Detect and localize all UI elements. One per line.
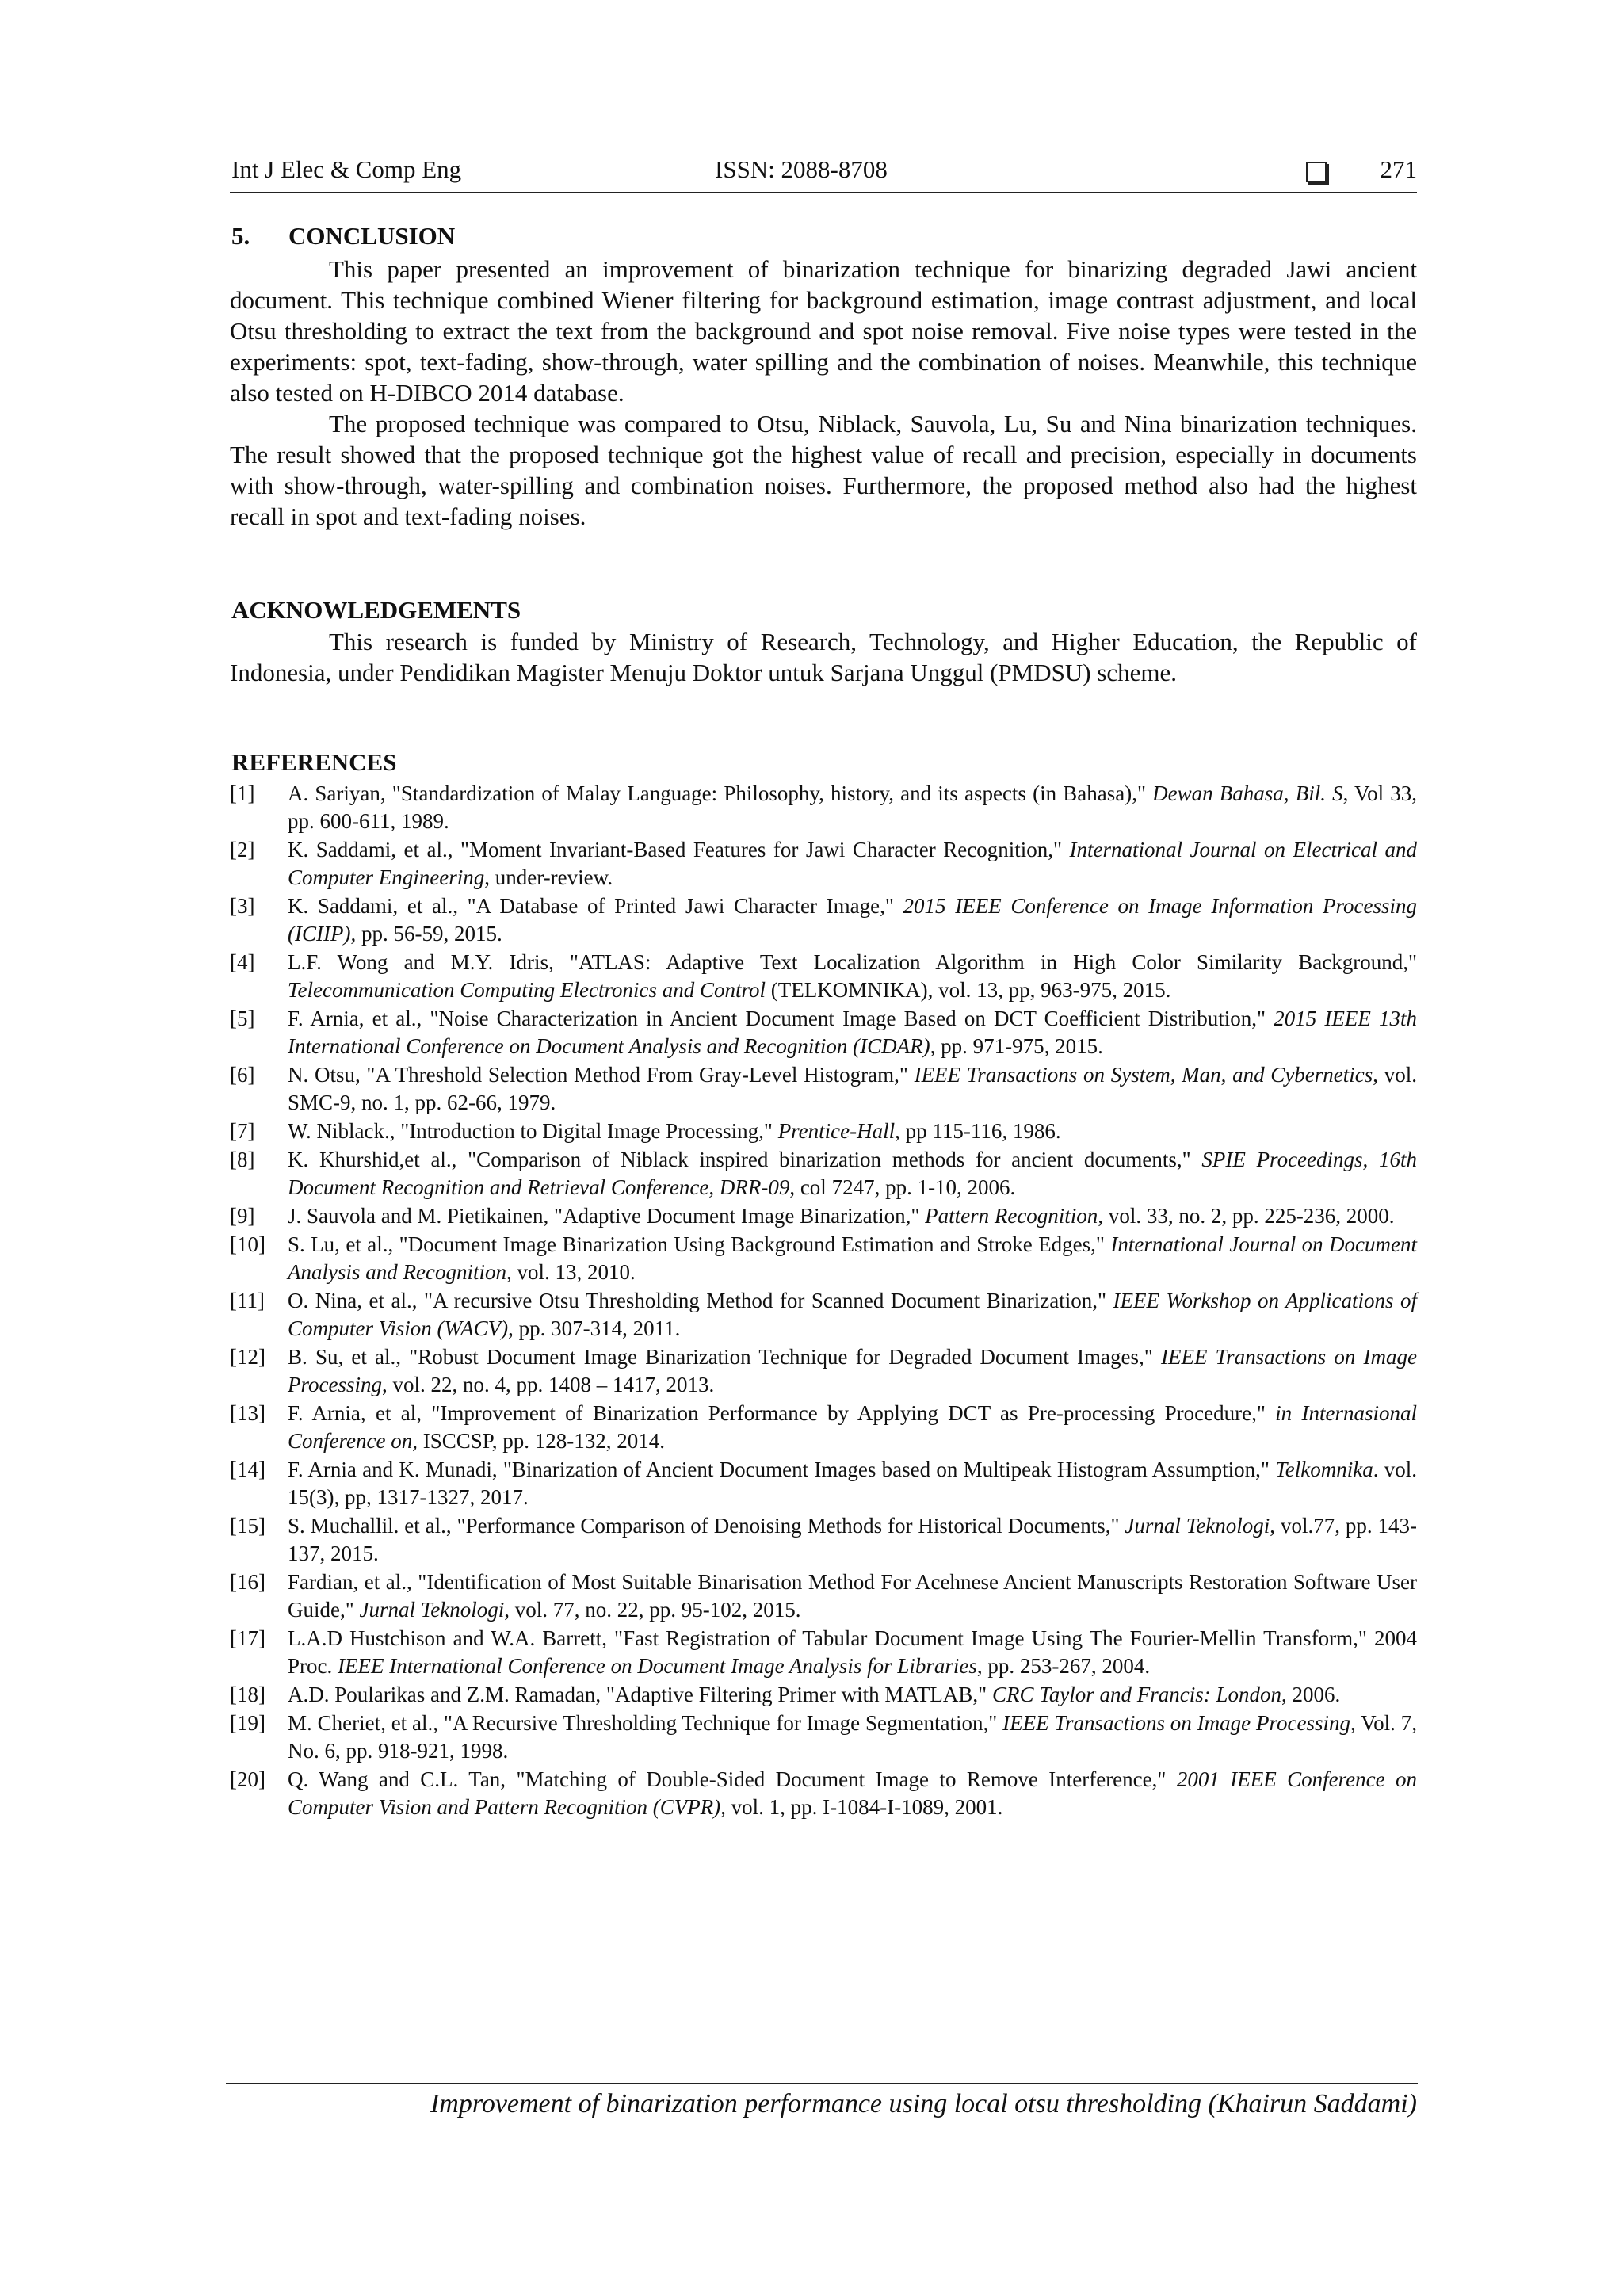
reference-text: K. Saddami, et al., "Moment Invariant-Based Features for Jawi Character Recognition," [288,838,1070,861]
reference-source: Prentice-Hall [777,1119,896,1143]
reference-source: International Journal on Document Analysis and Recognition [288,1232,1418,1284]
reference-item [230,1146,1417,1201]
reference-item [230,1512,1417,1568]
reference-number: [10] [230,1232,265,1256]
reference-text: K. Saddami, et al., "A Database of Printed Jawi Character Image," [288,894,903,918]
conclusion-paragraph-2: The proposed technique was compared to Otsu, Niblack, Sauvola, Lu, Su and Nina binarization techniques. The result showed that the proposed technique got the highest value of recall and precision, especially in documents with show-through, water-spilling and combination noises. Furthermore, the proposed method also had the highest recall in spot and text-fading noises. [230,410,1417,530]
reference-item [230,1343,1417,1399]
reference-details: , vol. 77, no. 22, pp. 95-102, 2015. [504,1598,801,1622]
reference-source: IEEE Transactions on Image Processing [1002,1711,1350,1735]
reference-details: , pp. 253-267, 2004. [976,1654,1151,1678]
reference-text: A.D. Poularikas and Z.M. Ramadan, "Adaptive Filtering Primer with MATLAB," [288,1683,992,1706]
reference-number: [11] [230,1289,265,1312]
acknowledgements-paragraph: This research is funded by Ministry of Research, Technology, and Higher Education, the Republic of Indonesia, under Pendidikan Magister Menuju Doktor untuk Sarjana Unggul (PMDSU) scheme. [230,628,1417,686]
reference-number: [1] [230,781,255,805]
reference-details: , Vol. 7, No. 6, pp. 918-921, 1998. [288,1711,1417,1763]
reference-number: [19] [230,1711,265,1735]
reference-item [230,1400,1417,1455]
reference-text: F. Arnia, et al., "Noise Characterization in Ancient Document Image Based on DCT Coefficient Distribution," [288,1007,1274,1030]
reference-text: B. Su, et al., "Robust Document Image Binarization Technique for Degraded Document Images," [288,1345,1161,1369]
reference-details: , under-review. [484,865,613,889]
reference-number: [20] [230,1767,265,1791]
reference-details: , vol. 13, 2010. [506,1260,636,1284]
reference-number: [13] [230,1401,265,1425]
footer-rule [226,2083,1418,2084]
reference-source: Jurnal Teknologi [1125,1514,1270,1538]
reference-source: CRC Taylor and Francis: London [991,1683,1281,1706]
reference-source: Telkomnika [1275,1457,1373,1481]
running-header [230,155,1417,193]
reference-text: K. Khurshid,et al., "Comparison of Niblack inspired binarization methods for ancient documents," [288,1148,1202,1171]
reference-number: [9] [230,1204,255,1228]
reference-item [230,1117,1417,1145]
reference-text: N. Otsu, "A Threshold Selection Method From Gray-Level Histogram," [288,1063,915,1087]
references-heading: REFERENCES [231,748,397,776]
reference-number: [16] [230,1570,265,1594]
reference-text: L.A.D Hustchison and W.A. Barrett, "Fast Registration of Tabular Document Image Using The Fourier-Mellin Transform," 2004 Proc. [288,1626,1417,1678]
reference-item [230,1287,1417,1343]
reference-text: F. Arnia and K. Munadi, "Binarization of Ancient Document Images based on Multipeak Histogram Assumption," [288,1457,1276,1481]
reference-number: [7] [230,1119,255,1143]
reference-item [230,1710,1417,1765]
reference-details: , vol. SMC-9, no. 1, pp. 62-66, 1979. [288,1063,1417,1114]
reference-details: (TELKOMNIKA), vol. 13, pp, 963-975, 2015. [765,978,1171,1002]
reference-details: , pp. 971-975, 2015. [930,1034,1103,1058]
reference-text: Fardian, et al., "Identification of Most Suitable Binarisation Method For Acehnese Ancient Manuscripts Restoration Software User Guide," [288,1570,1417,1622]
reference-item [230,1625,1417,1680]
reference-details: , vol. 33, no. 2, pp. 225-236, 2000. [1098,1204,1395,1228]
issn: ISSN: 2088-8708 [715,155,888,183]
reference-text: F. Arnia, et al, "Improvement of Binarization Performance by Applying DCT as Pre-processing Procedure," [288,1401,1276,1425]
reference-item [230,1766,1417,1821]
reference-item [230,1456,1417,1511]
reference-number: [2] [230,838,255,861]
reference-text: S. Lu, et al., "Document Image Binarization Using Background Estimation and Stroke Edges," [288,1232,1111,1256]
reference-number: [14] [230,1457,265,1481]
reference-source: IEEE Workshop on Applications of Computer Vision (WACV) [288,1289,1418,1340]
reference-number: [4] [230,950,255,974]
reference-source: International Journal on Electrical and Computer Engineering [288,838,1417,889]
reference-number: [12] [230,1345,265,1369]
reference-details: , pp. 307-314, 2011. [508,1316,681,1340]
reference-source: 2015 IEEE Conference on Image Information Processing (ICIIP), [288,894,1417,946]
reference-text: L.F. Wong and M.Y. Idris, "ATLAS: Adaptive Text Localization Algorithm in High Color Similarity Background," [288,950,1417,974]
journal-name: Int J Elec & Comp Eng [231,155,462,183]
reference-details: , pp 115-116, 1986. [895,1119,1061,1143]
reference-details: pp. 56-59, 2015. [356,922,502,946]
reference-details: vol. 1, pp. I-1084-I-1089, 2001. [725,1795,1003,1819]
reference-list [230,780,1417,1822]
section-title: CONCLUSION [288,222,456,250]
reference-number: [17] [230,1626,265,1650]
reference-source: Jurnal Teknologi [359,1598,505,1622]
page-number: 271 [1380,155,1417,183]
reference-number: [5] [230,1007,255,1030]
reference-details: , vol. 22, no. 4, pp. 1408 – 1417, 2013. [381,1373,715,1396]
reference-item [230,1061,1417,1117]
reference-source: SPIE Proceedings, 16th Document Recognition and Retrieval Conference, DRR-09 [288,1148,1418,1199]
reference-number: [15] [230,1514,265,1538]
reference-text: O. Nina, et al., "A recursive Otsu Thresholding Method for Scanned Document Binarization," [288,1289,1113,1312]
reference-text: J. Sauvola and M. Pietikainen, "Adaptive Document Image Binarization," [288,1204,926,1228]
reference-details: . vol. 15(3), pp, 1317-1327, 2017. [288,1457,1417,1509]
reference-source: 2001 IEEE Conference on Computer Vision and Pattern Recognition (CVPR), [288,1767,1417,1819]
reference-item [230,780,1417,835]
reference-number: [6] [230,1063,255,1087]
reference-details: , 2006. [1281,1683,1341,1706]
reference-item [230,949,1417,1004]
reference-text: S. Muchallil. et al., "Performance Comparison of Denoising Methods for Historical Documents," [288,1514,1125,1538]
reference-details: , Vol 33, pp. 600-611, 1989. [288,781,1417,833]
section-number: 5. [231,222,250,250]
reference-details: ISCCSP, pp. 128-132, 2014. [417,1429,666,1453]
reference-number: [8] [230,1148,255,1171]
checkbox-square-icon [1306,162,1327,182]
conclusion-heading [231,222,455,250]
reference-source: IEEE Transactions on System, Man, and Cybernetics [914,1063,1373,1087]
reference-source: IEEE Transactions on Image Processing [288,1345,1417,1396]
reference-number: [3] [230,894,255,918]
reference-source: Pattern Recognition [925,1204,1098,1228]
reference-item [230,1568,1417,1624]
reference-source: Telecommunication Computing Electronics and Control [288,978,766,1002]
reference-source: in Internasional Conference on, [288,1401,1417,1453]
reference-text: M. Cheriet, et al., "A Recursive Thresholding Technique for Image Segmentation," [288,1711,1003,1735]
acknowledgements-heading: ACKNOWLEDGEMENTS [231,596,521,624]
running-footer: Improvement of binarization performance using local otsu thresholding (Khairun Saddami) [430,2089,1417,2118]
reference-details: , col 7247, pp. 1-10, 2006. [789,1175,1016,1199]
reference-text: W. Niblack., "Introduction to Digital Image Processing," [288,1119,778,1143]
reference-text: A. Sariyan, "Standardization of Malay Language: Philosophy, history, and its aspects (in Bahasa)," [288,781,1153,805]
reference-source: Dewan Bahasa, Bil. S [1152,781,1343,805]
reference-item [230,1005,1417,1060]
reference-number: [18] [230,1683,265,1706]
conclusion-paragraph-1: This paper presented an improvement of binarization technique for binarizing degraded Jawi ancient document. This technique combined Wiener filtering for background estimation, image contrast adjustment, and local Otsu thresholding to extract the text from the background and spot noise removal. Five noise types were tested in the experiments: spot, text-fading, show-through, water spilling and the combination of noises. Meanwhile, this technique also tested on H-DIBCO 2014 database. [230,255,1417,407]
reference-item [230,836,1417,892]
reference-item [230,892,1417,948]
reference-text: Q. Wang and C.L. Tan, "Matching of Double-Sided Document Image to Remove Interference," [288,1767,1177,1791]
reference-item [230,1681,1417,1709]
reference-details: , vol.77, pp. 143-137, 2015. [288,1514,1417,1565]
reference-source: IEEE International Conference on Document Image Analysis for Libraries [338,1654,977,1678]
reference-item [230,1231,1417,1286]
reference-item [230,1202,1417,1230]
reference-source: 2015 IEEE 13th International Conference on Document Analysis and Recognition (ICDAR) [288,1007,1417,1058]
